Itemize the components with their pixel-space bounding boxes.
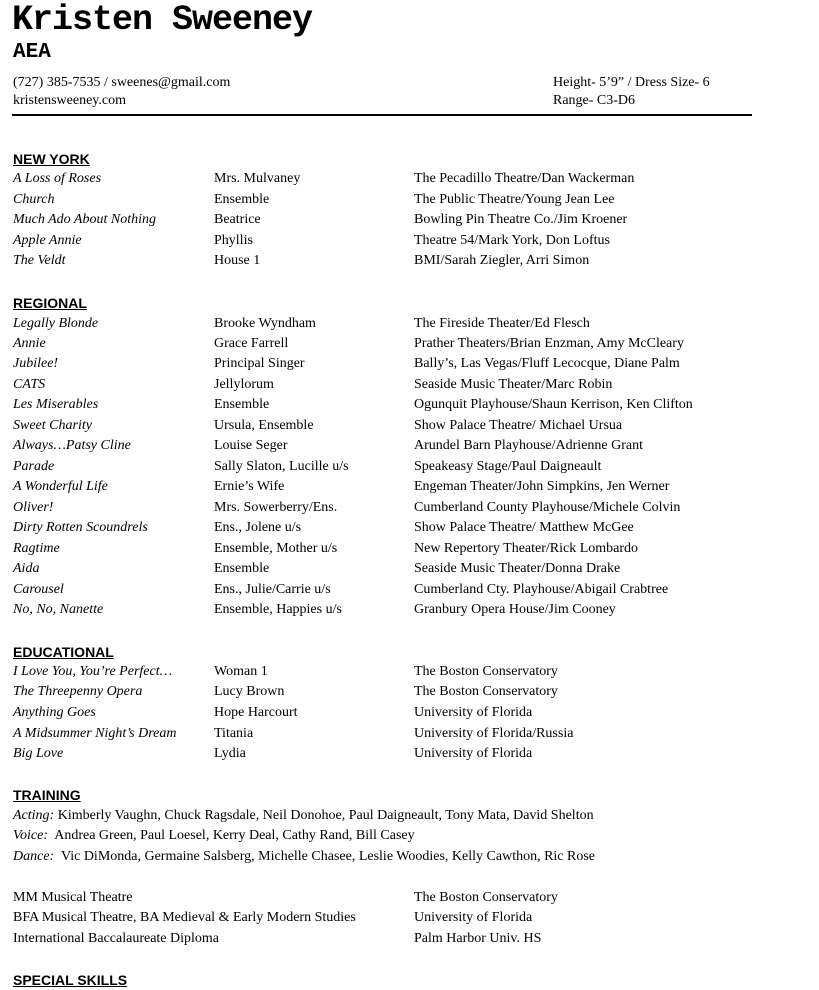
credit-row [13, 478, 803, 498]
venue-director: BMI/Sarah Ziegler, Arri Simon [414, 253, 590, 268]
venue-director: Cumberland Cty. Playhouse/Abigail Crabtree [414, 582, 669, 597]
show-title: Always…Patsy Cline [13, 438, 131, 453]
role: Ensemble, Mother u/s [214, 541, 338, 556]
show-title: The Threepenny Opera [13, 684, 143, 699]
show-title: Ragtime [13, 541, 60, 556]
union-affiliation: AEA [13, 41, 51, 64]
credit-row [13, 499, 803, 519]
degree: MM Musical Theatre [13, 890, 133, 905]
role: Titania [214, 726, 254, 741]
section-heading-new-york: NEW YORK [13, 151, 90, 167]
role: House 1 [214, 253, 261, 268]
credit-row [13, 252, 803, 272]
role: Mrs. Mulvaney [214, 171, 301, 186]
credit-row [13, 376, 803, 396]
credit-row [13, 745, 803, 765]
credit-row [13, 519, 803, 539]
credit-row [13, 232, 803, 252]
degree: International Baccalaureate Diploma [13, 931, 220, 946]
role: Sally Slaton, Lucille u/s [214, 459, 349, 474]
show-title: CATS [13, 377, 46, 392]
resume-name: Kristen Sweeney [12, 0, 313, 40]
role: Jellylorum [214, 377, 274, 392]
role: Grace Farrell [214, 336, 289, 351]
section-heading-training: TRAINING [13, 787, 81, 803]
role: Woman 1 [214, 664, 268, 679]
venue-director: New Repertory Theater/Rick Lombardo [414, 541, 639, 556]
stats-range: Range- C3-D6 [553, 93, 636, 108]
role: Ernie’s Wife [214, 479, 285, 494]
credit-row [13, 437, 803, 457]
venue-director: Cumberland County Playhouse/Michele Colvin [414, 500, 681, 515]
show-title: Annie [13, 336, 46, 351]
venue-director: The Pecadillo Theatre/Dan Wackerman [414, 171, 635, 186]
show-title: Les Miserables [13, 397, 99, 412]
training-label: Voice: [13, 828, 48, 843]
show-title: Sweet Charity [13, 418, 92, 433]
role: Mrs. Sowerberry/Ens. [214, 500, 338, 515]
role: Ens., Jolene u/s [214, 520, 302, 535]
venue-director: Theatre 54/Mark York, Don Loftus [414, 233, 610, 248]
show-title: Parade [13, 459, 55, 474]
venue-director: Engeman Theater/John Simpkins, Jen Werner [414, 479, 670, 494]
credit-row [13, 191, 803, 211]
training-teachers: Kimberly Vaughn, Chuck Ragsdale, Neil Donohoe, Paul Daigneault, Tony Mata, David Shelton [54, 808, 594, 823]
venue-director: Show Palace Theatre/ Matthew McGee [414, 520, 634, 535]
venue-director: Bowling Pin Theatre Co./Jim Kroener [414, 212, 628, 227]
role: Phyllis [214, 233, 253, 248]
role: Ensemble [214, 397, 270, 412]
show-title: Church [13, 192, 55, 207]
credit-row [13, 683, 803, 703]
venue-director: The Fireside Theater/Ed Flesch [414, 316, 590, 331]
training-line-acting [13, 807, 594, 825]
venue-director: Speakeasy Stage/Paul Daigneault [414, 459, 602, 474]
show-title: A Midsummer Night’s Dream [13, 726, 177, 741]
contact-website: kristensweeney.com [13, 93, 126, 108]
role: Brooke Wyndham [214, 316, 316, 331]
education-row [13, 909, 803, 929]
venue-director: Show Palace Theatre/ Michael Ursua [414, 418, 623, 433]
header-divider [12, 114, 752, 116]
role: Ensemble, Happies u/s [214, 602, 342, 617]
credit-row [13, 725, 803, 745]
stats-height-dress: Height- 5’9” / Dress Size- 6 [553, 75, 710, 90]
show-title: Jubilee! [13, 356, 59, 371]
credit-row [13, 581, 803, 601]
school: The Boston Conservatory [414, 890, 558, 905]
venue-director: Arundel Barn Playhouse/Adrienne Grant [414, 438, 643, 453]
venue-director: Seaside Music Theater/Donna Drake [414, 561, 621, 576]
credit-row [13, 417, 803, 437]
training-line-voice [13, 827, 415, 845]
venue-director: The Boston Conservatory [414, 664, 558, 679]
show-title: Legally Blonde [13, 316, 99, 331]
role: Beatrice [214, 212, 261, 227]
show-title: Anything Goes [13, 705, 96, 720]
credit-row [13, 663, 803, 683]
contact-phone-email: (727) 385-7535 / sweenes@gmail.com [13, 75, 231, 90]
role: Ens., Julie/Carrie u/s [214, 582, 331, 597]
show-title: Apple Annie [13, 233, 82, 248]
venue-director: University of Florida/Russia [414, 726, 574, 741]
degree: BFA Musical Theatre, BA Medieval & Early Modern Studies [13, 910, 356, 925]
section-heading-educational: EDUCATIONAL [13, 644, 114, 660]
school: Palm Harbor Univ. HS [414, 931, 542, 946]
venue-director: Bally’s, Las Vegas/Fluff Lecocque, Diane Palm [414, 356, 680, 371]
role: Ensemble [214, 192, 270, 207]
role: Hope Harcourt [214, 705, 298, 720]
show-title: Carousel [13, 582, 64, 597]
credit-row [13, 601, 803, 621]
credit-row [13, 560, 803, 580]
venue-director: Ogunquit Playhouse/Shaun Kerrison, Ken Clifton [414, 397, 693, 412]
training-teachers: Vic DiMonda, Germaine Salsberg, Michelle Chasee, Leslie Woodies, Kelly Cawthon, Ric Rose [54, 849, 596, 864]
show-title: A Wonderful Life [13, 479, 108, 494]
role: Louise Seger [214, 438, 288, 453]
role: Ensemble [214, 561, 270, 576]
training-teachers: Andrea Green, Paul Loesel, Kerry Deal, Cathy Rand, Bill Casey [47, 828, 415, 843]
credit-row [13, 540, 803, 560]
venue-director: University of Florida [414, 705, 533, 720]
venue-director: The Boston Conservatory [414, 684, 558, 699]
credit-row [13, 170, 803, 190]
training-label: Dance: [13, 849, 55, 864]
venue-director: University of Florida [414, 746, 533, 761]
show-title: No, No, Nanette [13, 602, 104, 617]
role: Lydia [214, 746, 246, 761]
role: Lucy Brown [214, 684, 285, 699]
section-heading-regional: REGIONAL [13, 295, 87, 311]
show-title: Aida [13, 561, 40, 576]
credit-row [13, 458, 803, 478]
show-title: A Loss of Roses [13, 171, 102, 186]
venue-director: Seaside Music Theater/Marc Robin [414, 377, 613, 392]
credit-row [13, 396, 803, 416]
credit-row [13, 704, 803, 724]
school: University of Florida [414, 910, 533, 925]
training-label: Acting: [13, 808, 55, 823]
venue-director: Granbury Opera House/Jim Cooney [414, 602, 616, 617]
show-title: Much Ado About Nothing [13, 212, 156, 227]
show-title: Big Love [13, 746, 64, 761]
credit-row [13, 211, 803, 231]
credit-row [13, 355, 803, 375]
credit-row [13, 315, 803, 335]
education-row [13, 889, 803, 909]
section-heading-special-skills: SPECIAL SKILLS [13, 972, 128, 988]
show-title: The Veldt [13, 253, 66, 268]
show-title: Dirty Rotten Scoundrels [13, 520, 148, 535]
venue-director: Prather Theaters/Brian Enzman, Amy McCleary [414, 336, 684, 351]
role: Ursula, Ensemble [214, 418, 314, 433]
training-line-dance [13, 848, 595, 866]
role: Principal Singer [214, 356, 305, 371]
credit-row [13, 335, 803, 355]
show-title: I Love You, You’re Perfect… [13, 664, 173, 679]
venue-director: The Public Theatre/Young Jean Lee [414, 192, 615, 207]
education-row [13, 930, 803, 950]
show-title: Oliver! [13, 500, 54, 515]
